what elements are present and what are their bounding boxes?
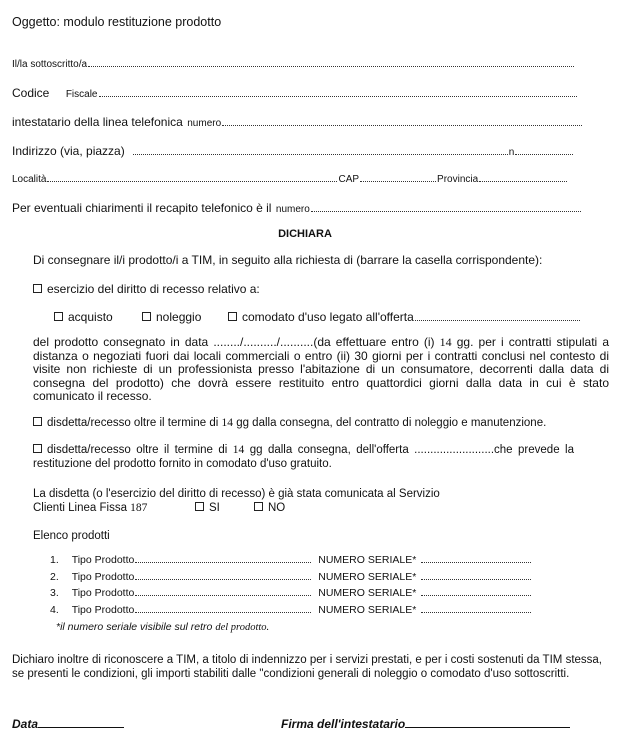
si-checkbox[interactable]: [195, 502, 204, 511]
fiscale-label: Fiscale: [65, 89, 98, 100]
product-type-input[interactable]: [135, 552, 311, 563]
civico-input[interactable]: [515, 144, 573, 155]
recesso-label: esercizio del diritto di recesso relativo a:: [47, 282, 260, 296]
firma-label: Firma dell'intestatario: [281, 717, 406, 731]
sottoscritto-label: Il/la sottoscritto/a: [12, 59, 88, 70]
final-paragraph: Dichiaro inoltre di riconoscere a TIM, a titolo di indennizzo per i servizi prestati, e per i costi sostenuti da TIM stessa, se presenti le condizioni, gli importi stabiliti dalle "condizioni generali di noleggio o comodato d'uso sottoscritti.: [12, 654, 602, 680]
sub-option-acquisto[interactable]: [54, 310, 113, 324]
sottoscritto-row: [12, 56, 575, 70]
acquisto-checkbox[interactable]: [54, 312, 63, 321]
option-disdetta-noleggio[interactable]: disdetta/recesso oltre il termine di 14 gg dalla consegna, del contratto di noleggio e manutenzione.: [33, 417, 546, 429]
comodato-label: comodato d'uso legato all'offerta: [242, 310, 414, 324]
noleggio-label: noleggio: [156, 310, 202, 324]
firma-input[interactable]: [405, 716, 570, 728]
option-disdetta-comodato[interactable]: disdetta/recesso oltre il termine di 14 gg dalla consegna, dell'offerta .........................che prevede la restituzione del prodotto fornito in comodato d'uso gratuito.: [33, 444, 574, 470]
dichiara-heading: DICHIARA: [278, 228, 332, 240]
product-row: 2. Tipo Prodotto NUMERO SERIALE*: [50, 569, 532, 583]
cap-input[interactable]: [360, 171, 436, 182]
data-label: Data: [12, 717, 39, 731]
indirizzo-row: [12, 142, 574, 160]
recapito-row: [12, 199, 582, 217]
si-option[interactable]: SI: [195, 502, 220, 514]
document-subject: Oggetto: modulo restituzione prodotto: [12, 15, 222, 29]
recapito-input[interactable]: [311, 201, 581, 212]
firma-row: [281, 716, 570, 731]
provincia-input[interactable]: [479, 171, 567, 182]
localita-input[interactable]: [47, 171, 337, 182]
recapito-numero-label: numero: [275, 204, 310, 215]
disdetta-comodato-checkbox[interactable]: [33, 444, 42, 453]
data-input[interactable]: [38, 716, 124, 728]
product-serial-input[interactable]: [421, 552, 531, 563]
sub-option-comodato[interactable]: [228, 310, 581, 324]
noleggio-checkbox[interactable]: [142, 312, 151, 321]
indirizzo-label: Indirizzo (via, piazza): [12, 144, 125, 158]
sub-option-noleggio[interactable]: [142, 310, 201, 324]
intestatario-label: intestatario della linea telefonica: [12, 115, 183, 129]
comodato-checkbox[interactable]: [228, 312, 237, 321]
product-serial-input[interactable]: [421, 602, 531, 613]
serial-note: *il numero seriale visibile sul retro del prodotto.: [56, 621, 270, 633]
recapito-label: Per eventuali chiarimenti il recapito telefonico è il: [12, 201, 272, 215]
product-row: 4. Tipo Prodotto NUMERO SERIALE*: [50, 602, 532, 616]
cap-label: CAP: [338, 174, 360, 185]
sottoscritto-input[interactable]: [88, 56, 574, 67]
delivery-paragraph: del prodotto consegnato in data ......../........../..........(da effettuare entro (i) 14 gg. per i contratti stipulati a distanza o negoziati fuori dai locali commerciali o entro (ii) 30 giorni per i contratti conclusi nel contesto di visite non richieste di un professionista presso l'abitazione di un consumatore, decorrenti dalla data di consegna del prodotto) che dovrà essere restituito entro quattordici giorni dalla data in cui è stato comunicato il recesso.: [33, 335, 610, 403]
comodato-offerta-input[interactable]: [415, 310, 580, 321]
consegnare-text: Di consegnare il/i prodotto/i a TIM, in seguito alla richiesta di (barrare la casella corrispondente):: [33, 253, 543, 267]
data-row: [12, 716, 124, 731]
recesso-checkbox[interactable]: [33, 284, 42, 293]
product-row: 3. Tipo Prodotto NUMERO SERIALE*: [50, 585, 532, 599]
disdetta-comunicata-line2: Clienti Linea Fissa 187: [33, 502, 148, 514]
elenco-prodotti-title: Elenco prodotti: [33, 530, 110, 542]
numero-linea-input[interactable]: [222, 115, 582, 126]
acquisto-label: acquisto: [68, 310, 113, 324]
localita-row: [12, 171, 568, 185]
indirizzo-input[interactable]: [133, 144, 508, 155]
intestatario-row: [12, 113, 583, 131]
no-checkbox[interactable]: [254, 502, 263, 511]
disdetta-comunicata-line1: La disdetta (o l'esercizio del diritto di recesso) è già stata comunicata al Servizio: [33, 488, 440, 500]
option-recesso[interactable]: [33, 282, 260, 296]
disdetta-noleggio-checkbox[interactable]: [33, 417, 42, 426]
product-serial-input[interactable]: [421, 569, 531, 580]
no-option[interactable]: NO: [254, 502, 285, 514]
product-serial-input[interactable]: [421, 585, 531, 596]
civico-label: n: [508, 147, 515, 158]
product-type-input[interactable]: [135, 602, 311, 613]
codice-fiscale-input[interactable]: [99, 86, 577, 97]
codice-fiscale-row: [12, 84, 578, 102]
product-type-input[interactable]: [135, 569, 311, 580]
localita-label: Località: [12, 174, 47, 185]
product-type-input[interactable]: [135, 585, 311, 596]
numero-label: numero: [187, 118, 222, 129]
product-row: 1. Tipo Prodotto NUMERO SERIALE*: [50, 552, 532, 566]
codice-label: Codice: [12, 86, 50, 100]
provincia-label: Provincia: [437, 174, 479, 185]
